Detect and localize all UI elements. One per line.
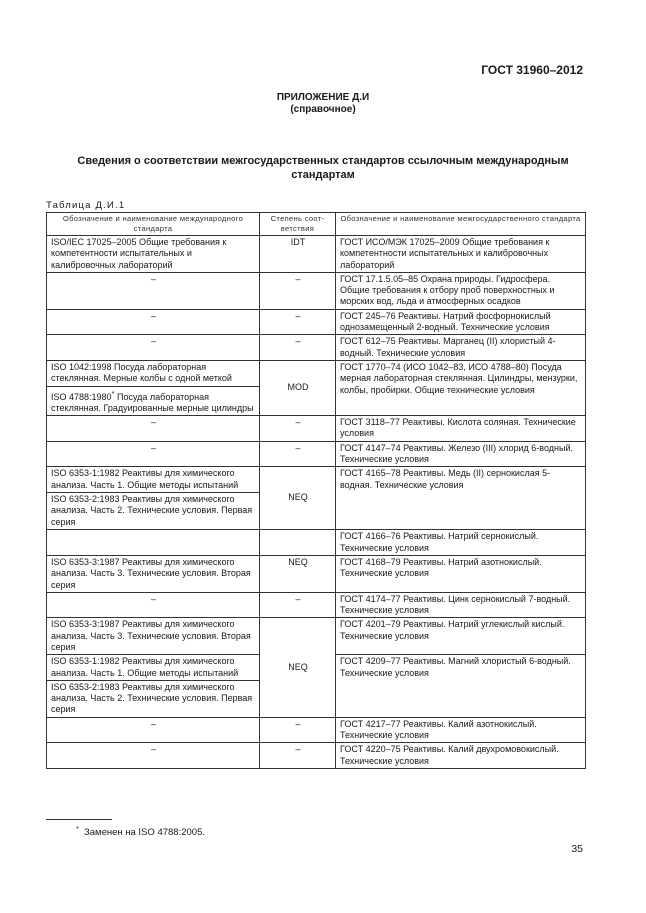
gost-cell: ГОСТ 245–76 Реактивы. Натрий фосфорнокислый однозамещенный 2-водный. Технические условия: [336, 309, 586, 335]
intl-cell: ISO 1042:1998 Посуда лабораторная стеклянная. Мерные колбы с одной меткой: [47, 360, 260, 386]
header-degree: Степень соот-ветствия: [260, 213, 336, 236]
gost-cell: ГОСТ ИСО/МЭК 17025–2009 Общие требования к компетентности испытательных и калибровочных лабораторий: [336, 236, 586, 273]
footnote-mark: *: [76, 826, 79, 833]
header-intl-standard: Обозначение и наименование международного стандарта: [47, 213, 260, 236]
intl-cell: –: [47, 717, 260, 743]
section-heading: Сведения о соответствии межгосударственных стандартов ссылочным международным стандартам: [77, 155, 569, 181]
document-code: ГОСТ 31960–2012: [481, 63, 583, 77]
intl-cell: –: [47, 335, 260, 361]
table-row: [47, 309, 586, 335]
table-row: [47, 236, 586, 273]
intl-cell: ISO 6353-3:1987 Реактивы для химического анализа. Часть 3. Технические условия. Вторая серия: [47, 555, 260, 592]
table-header-row: [47, 213, 586, 236]
intl-cell: ISO 6353-1:1982 Реактивы для химического анализа. Часть 1. Общие методы испытаний: [47, 655, 260, 681]
gost-cell: ГОСТ 4217–77 Реактивы. Калий азотнокислый. Технические условия: [336, 717, 586, 743]
gost-cell: ГОСТ 4209–77 Реактивы. Магний хлористый 6-водный. Технические условия: [336, 655, 586, 717]
degree-cell: –: [260, 717, 336, 743]
gost-cell: ГОСТ 4165–78 Реактивы. Медь (II) сернокислая 5-водная. Технические условия: [336, 467, 586, 530]
degree-cell: MOD: [260, 360, 336, 415]
degree-cell: –: [260, 416, 336, 442]
table-row: [47, 592, 586, 618]
gost-cell: ГОСТ 4220–75 Реактивы. Калий двухромовокислый. Технические условия: [336, 743, 586, 769]
intl-cell: –: [47, 272, 260, 309]
gost-cell: ГОСТ 4147–74 Реактивы. Железо (III) хлорид 6-водный. Технические условия: [336, 441, 586, 467]
table-row: [47, 416, 586, 442]
table-row: [47, 743, 586, 769]
footnote-mark: *: [111, 388, 115, 398]
gost-cell: ГОСТ 3118–77 Реактивы. Кислота соляная. Технические условия: [336, 416, 586, 442]
table-row: [47, 530, 586, 556]
intl-designation: ISO 4788:1980: [51, 391, 112, 402]
degree-cell: –: [260, 335, 336, 361]
intl-cell: ISO 6353-2:1983 Реактивы для химического анализа. Часть 2. Технические условия. Первая серия: [47, 680, 260, 717]
page-number: 35: [571, 843, 583, 855]
table-row: [47, 441, 586, 467]
intl-cell: ISO/IEC 17025–2005 Общие требования к компетентности испытательных и калибровочных лабораторий: [47, 236, 260, 273]
header-gost-standard: Обозначение и наименование межгосударственного стандарта: [336, 213, 586, 236]
intl-cell: –: [47, 441, 260, 467]
intl-cell: –: [47, 309, 260, 335]
gost-cell: ГОСТ 4168–79 Реактивы. Натрий азотнокислый. Технические условия: [336, 555, 586, 592]
degree-cell: [260, 530, 336, 556]
correspondence-table: [46, 212, 586, 769]
intl-cell: –: [47, 416, 260, 442]
intl-cell: –: [47, 592, 260, 618]
intl-cell: –: [47, 743, 260, 769]
degree-cell: NEQ: [260, 467, 336, 529]
degree-cell: NEQ: [260, 555, 336, 592]
appendix-heading: [0, 92, 646, 116]
intl-title: Посуда лабораторная стеклянная. Градуированные мерные цилиндры: [51, 391, 254, 413]
degree-cell: –: [260, 309, 336, 335]
gost-cell: ГОСТ 4174–77 Реактивы. Цинк сернокислый 7-водный. Технические условия: [336, 592, 586, 618]
footnote-divider: [46, 819, 112, 820]
table-row: [47, 360, 586, 386]
degree-cell: IDT: [260, 236, 336, 273]
intl-cell: [47, 386, 260, 416]
footnote: [76, 826, 205, 838]
intl-cell: ISO 6353-3:1987 Реактивы для химического анализа. Часть 3. Технические условия. Вторая серия: [47, 618, 260, 655]
table-row: [47, 555, 586, 592]
appendix-title: ПРИЛОЖЕНИЕ Д.И: [276, 92, 370, 103]
gost-cell: ГОСТ 612–75 Реактивы. Марганец (II) хлористый 4-водный. Технические условия: [336, 335, 586, 361]
table-caption: Таблица Д.И.1: [46, 200, 126, 211]
table-row: [47, 467, 586, 493]
gost-cell: ГОСТ 1770–74 (ИСО 1042–83, ИСО 4788–80) Посуда мерная лабораторная стеклянная. Цилиндры, мензурки, колбы, пробирки. Общие технические условия: [336, 360, 586, 415]
table-row: [47, 272, 586, 309]
gost-cell: ГОСТ 4166–76 Реактивы. Натрий сернокислый. Технические условия: [336, 530, 586, 556]
degree-cell: –: [260, 272, 336, 309]
gost-cell: ГОСТ 17.1.5.05–85 Охрана природы. Гидросфера. Общие требования к отбору проб поверхностных и морских вод, льда и атмосферных осадков: [336, 272, 586, 309]
table-row: [47, 618, 586, 655]
degree-cell: –: [260, 592, 336, 618]
intl-cell: ISO 6353-2:1983 Реактивы для химического анализа. Часть 2. Технические условия. Первая серия: [47, 492, 260, 529]
degree-cell: NEQ: [260, 618, 336, 717]
table-row: [47, 717, 586, 743]
table-row: [47, 335, 586, 361]
intl-cell: ISO 6353-1:1982 Реактивы для химического анализа. Часть 1. Общие методы испытаний: [47, 467, 260, 493]
degree-cell: –: [260, 743, 336, 769]
degree-cell: –: [260, 441, 336, 467]
intl-cell: [47, 530, 260, 556]
footnote-text: Заменен на ISO 4788:2005.: [84, 827, 205, 839]
appendix-subtitle: (справочное): [290, 104, 356, 115]
gost-cell: ГОСТ 4201–79 Реактивы. Натрий углекислый кислый. Технические условия: [336, 618, 586, 655]
